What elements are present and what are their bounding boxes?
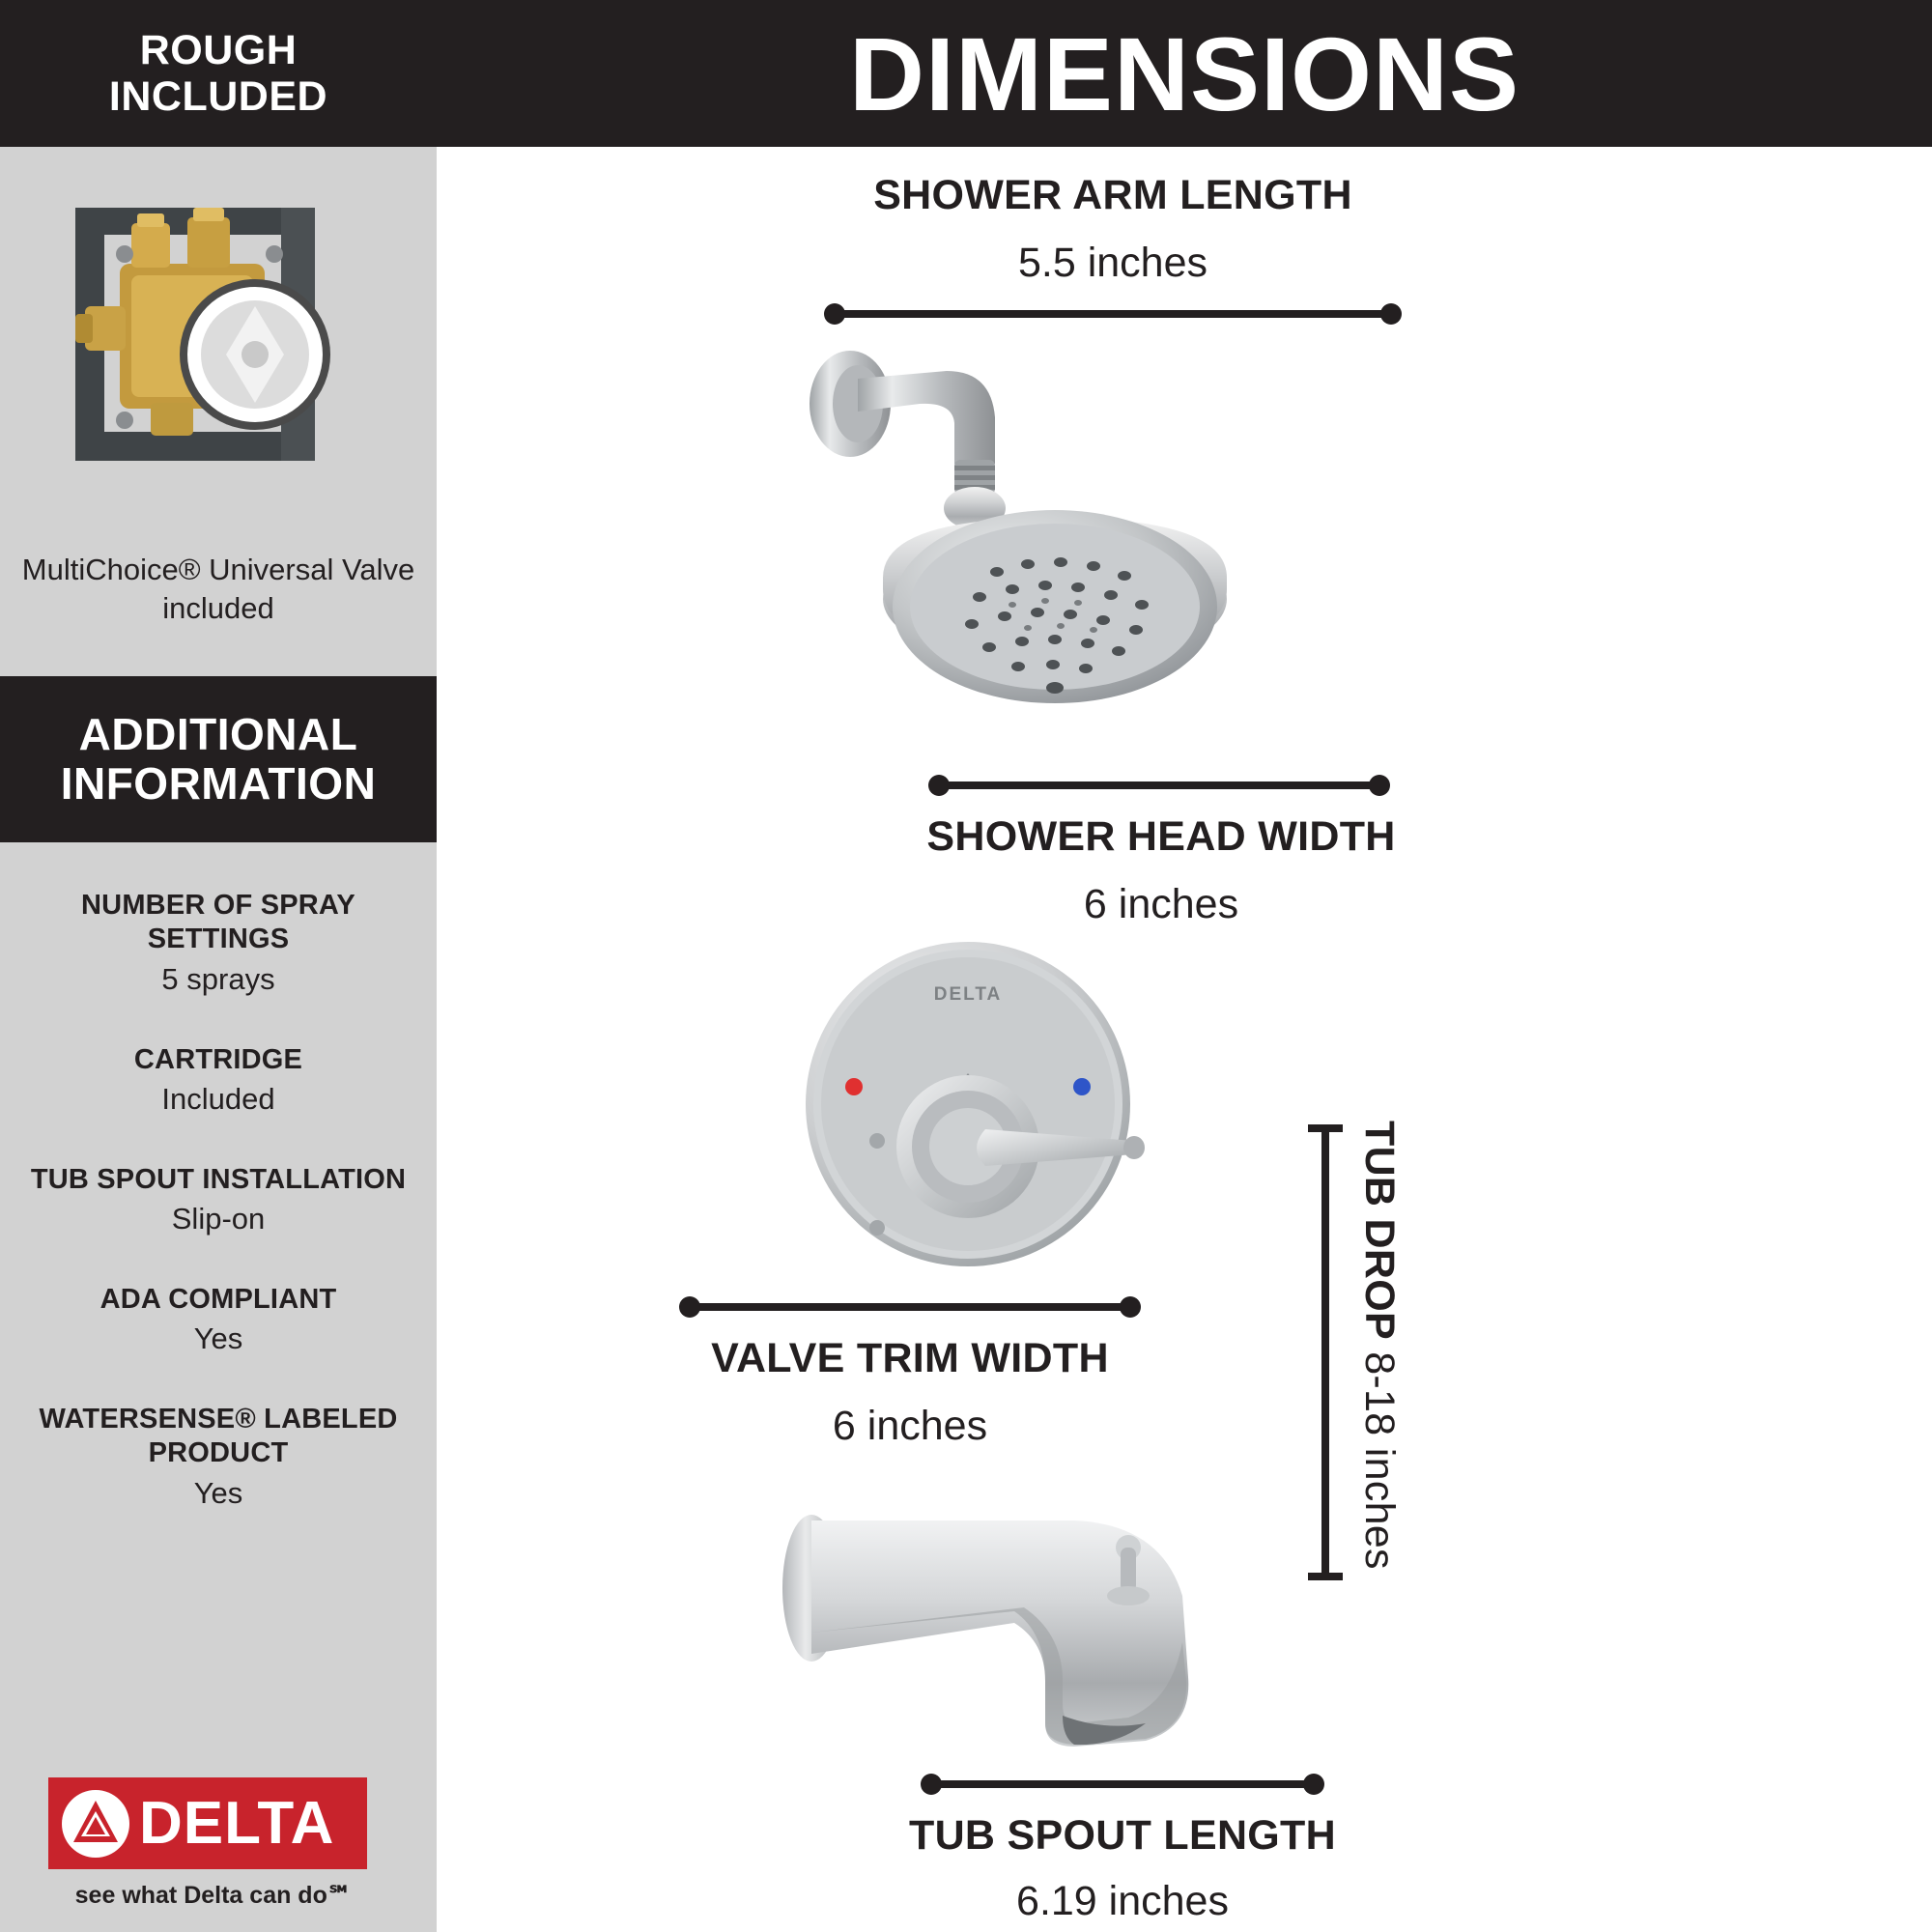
info-item-watersense (25, 1403, 412, 1513)
info-item-ada-compliant (25, 1283, 412, 1358)
label-shower-head-width: SHOWER HEAD WIDTH (926, 813, 1396, 860)
measure-line-shower-arm (823, 299, 1403, 328)
value-tub-spout-length: 6.19 inches (1016, 1878, 1229, 1924)
main-panel (437, 0, 1932, 1932)
info-value: Yes (193, 1321, 243, 1356)
rough-included-line2: INCLUDED (108, 73, 328, 120)
rough-included-banner (0, 0, 437, 147)
delta-logo (48, 1777, 386, 1910)
info-value: Yes (193, 1475, 243, 1510)
delta-triangle-icon (60, 1788, 131, 1860)
page-title: DIMENSIONS (437, 0, 1932, 147)
valve-trim-illustration (678, 942, 1258, 1270)
additional-info-line2: INFORMATION (60, 758, 377, 809)
additional-information-list (25, 889, 412, 1556)
info-label: TUB SPOUT INSTALLATION (30, 1163, 407, 1195)
shower-head-illustration (765, 328, 1557, 782)
measure-line-tub-spout-length (920, 1770, 1325, 1799)
delta-wordmark: DELTA (139, 1790, 335, 1857)
sidebar (0, 0, 437, 1932)
rough-in-caption: MultiChoice® Universal Valve included (21, 553, 415, 626)
value-shower-head-width: 6 inches (1083, 881, 1239, 927)
delta-logo-box (48, 1777, 367, 1869)
info-item-cartridge (25, 1043, 412, 1119)
info-item-spray-settings (25, 889, 412, 999)
additional-information-banner (0, 676, 437, 842)
label-shower-arm-length: SHOWER ARM LENGTH (873, 172, 1352, 218)
svg-text:DELTA: DELTA (933, 984, 1003, 1005)
label-valve-trim-width: VALVE TRIM WIDTH (711, 1335, 1109, 1381)
additional-info-line1: ADDITIONAL (78, 709, 358, 760)
info-label: CARTRIDGE (133, 1043, 303, 1075)
value-valve-trim-width: 6 inches (832, 1403, 988, 1449)
value-shower-arm-length: 5.5 inches (1017, 240, 1208, 286)
tub-spout-illustration (755, 1488, 1354, 1787)
measure-line-shower-head-width (927, 771, 1391, 800)
info-value: 5 sprays (161, 961, 275, 996)
measure-line-valve-trim-width (678, 1293, 1142, 1321)
rough-included-line1: ROUGH (139, 26, 298, 73)
info-label: NUMBER OF SPRAY SETTINGS (81, 890, 355, 955)
label-tub-spout-length: TUB SPOUT LENGTH (909, 1812, 1336, 1859)
info-item-tub-spout-installation (25, 1163, 412, 1238)
info-value: Slip-on (171, 1202, 266, 1236)
label-tub-drop-text: TUB DROP (1356, 1121, 1403, 1340)
rough-in-valve-image (35, 179, 402, 507)
label-tub-drop (1355, 1121, 1403, 1570)
value-tub-drop: 8-18 inches (1356, 1351, 1403, 1570)
delta-tagline: see what Delta can do℠ (74, 1882, 353, 1909)
info-label: WATERSENSE® LABELED PRODUCT (39, 1403, 398, 1469)
info-label: ADA COMPLIANT (99, 1283, 337, 1315)
info-value: Included (161, 1081, 275, 1116)
